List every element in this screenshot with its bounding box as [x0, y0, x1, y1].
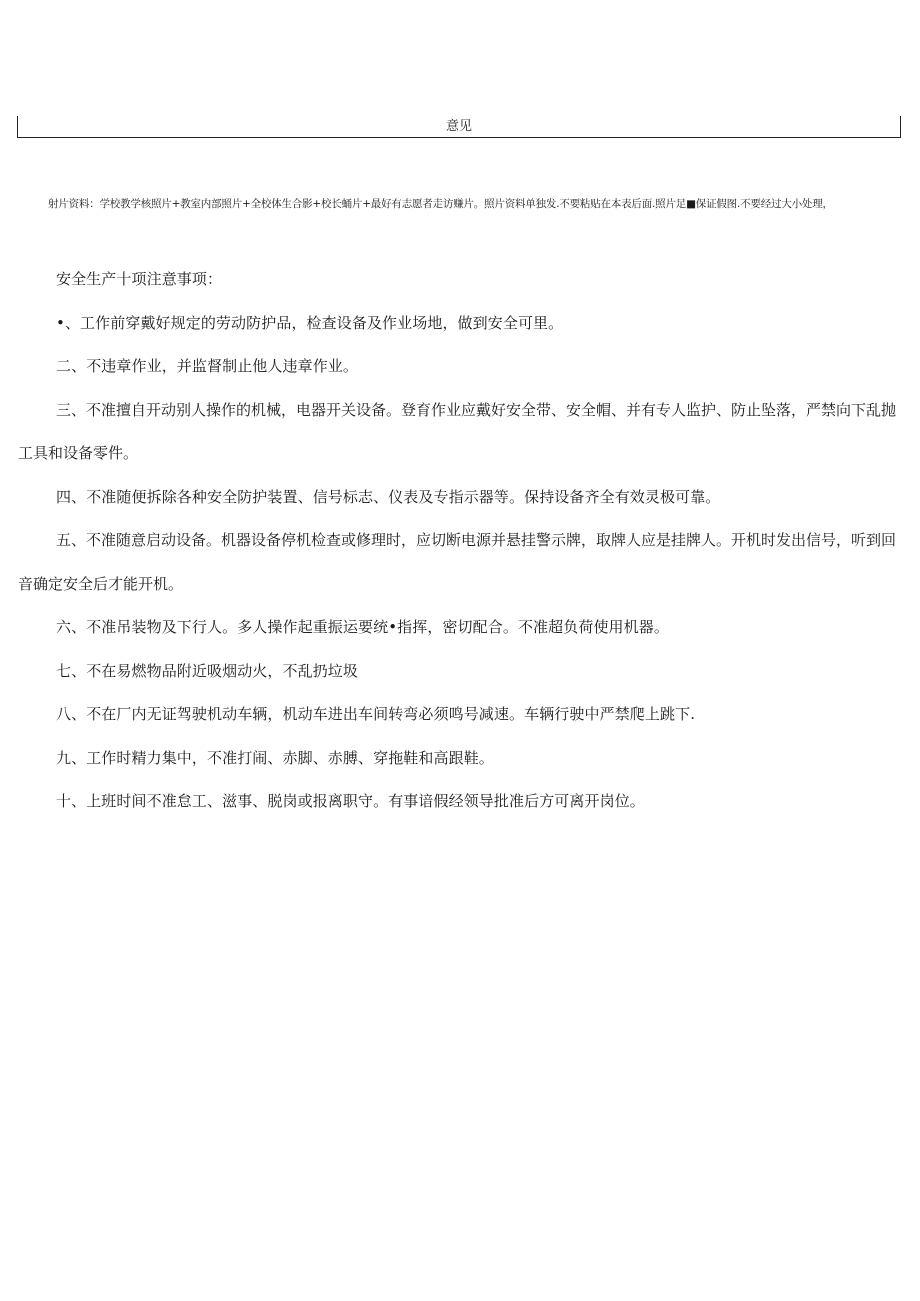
safety-rule-item: 二、不违章作业，并监督制止他人违章作业。: [56, 357, 359, 375]
safety-rule-item: 五、不准随意启动设备。机器设备停机检查或修理时，应切断电源并悬挂警示牌，取牌人应是挂牌人。开机时发出信号，听到回音确定安全后才能开机。: [18, 531, 897, 593]
safety-rule-item: 六、不准吊装物及下行人。多人操作起重振运要统•指挥，密切配合。不准超负荷使用机器。: [56, 618, 669, 636]
photo-requirements-note: 射片资料：学校教学核照片+教室内部照片+全校体生合影+校长蛹片+最好有志愿者走访赚片。照片资料单独发.不要粘贴在本表后面.照片足■保证假图.不要经过大小处理，: [48, 198, 833, 210]
safety-rule-item: 三、不准擅自开动别人操作的机械，电器开关设备。登育作业应戴好安全带、安全帽、并有专人监护、防止坠落，严禁向下乱抛工具和设备零件。: [18, 400, 897, 462]
safety-rules-heading: 安全生产十项注意事项：: [56, 270, 223, 288]
safety-rule-item: 七、不在易燃物品附近吸烟动火，不乱扔垃圾: [56, 661, 359, 680]
opinion-label: 意见: [445, 119, 472, 134]
safety-rule-item: 四、不准随便拆除各种安全防护装置、信号标志、仪表及专指示器等。保持设备齐全有效灵极可靠。: [56, 487, 721, 506]
opinion-table-cell: [17, 116, 901, 138]
safety-rule-item: •、工作前穿戴好规定的劳动防护品，检查设备及作业场地，做到安全可里。: [56, 313, 564, 332]
safety-rule-item: 八、不在厂内无证驾驶机动车辆，机动车进出车间转弯必须鸣号减速。车辆行驶中严禁爬上跳下.: [56, 705, 696, 723]
safety-rule-item: 十、上班时间不准怠工、滋事、脱岗或报离职守。有事谙假经领导批准后方可离开岗位。: [56, 792, 645, 810]
safety-rule-item: 九、工作时精力集中，不准打闹、赤脚、赤膊、穿拖鞋和高跟鞋。: [56, 748, 494, 767]
safety-rules-section: [18, 258, 902, 824]
